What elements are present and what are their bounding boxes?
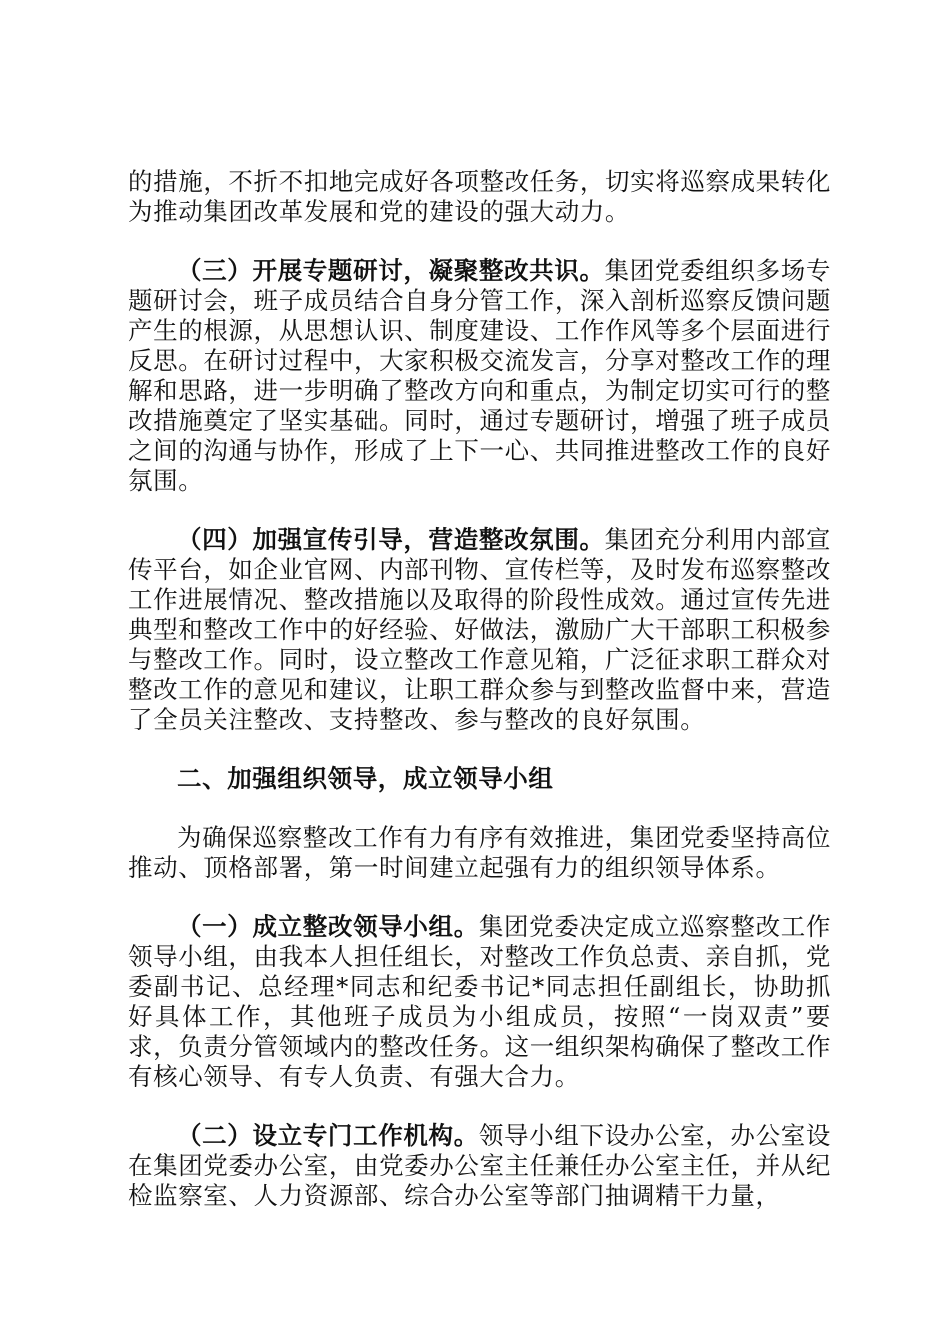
paragraph-lead: （三）开展专题研讨，凝聚整改共识。 bbox=[177, 256, 605, 285]
document-page bbox=[128, 167, 831, 1240]
paragraph-topic-discussion bbox=[128, 256, 831, 496]
paragraph-text: 集团充分利用内部宣传平台，如企业官网、内部刊物、宣传栏等，及时发布巡察整改工作进展情况、整改措施以及取得的阶段性成效。通过宣传先进典型和整改工作中的好经验、好做法，激励广大干部职工积极参与整改工作。同时，设立整改工作意见箱，广泛征求职工群众对整改工作的意见和建议，让职工群众参与到整改监督中来，营造了全员关注整改、支持整改、参与整改的良好氛围。 bbox=[128, 525, 832, 734]
paragraph-text: 的措施，不折不扣地完成好各项整改任务，切实将巡察成果转化为推动集团改革发展和党的建设的强大动力。 bbox=[128, 167, 831, 226]
paragraph-working-office bbox=[128, 1121, 831, 1211]
paragraph-text: 为确保巡察整改工作有力有序有效推进，集团党委坚持高位推动、顶格部署，第一时间建立起强有力的组织领导体系。 bbox=[128, 823, 831, 882]
paragraph-lead: （四）加强宣传引导，营造整改氛围。 bbox=[177, 525, 605, 554]
paragraph-continuation bbox=[128, 167, 831, 227]
paragraph-lead: （一）成立整改领导小组。 bbox=[177, 912, 479, 941]
paragraph-section-intro bbox=[128, 823, 831, 883]
paragraph-text: 集团党委组织多场专题研讨会，班子成员结合自身分管工作，深入剖析巡察反馈问题产生的根源，从思想认识、制度建设、工作作风等多个层面进行反思。在研讨过程中，大家积极交流发言，分享对整改工作的理解和思路，进一步明确了整改方向和重点，为制定切实可行的整改措施奠定了坚实基础。同时，通过专题研讨，增强了班子成员之间的沟通与协作，形成了上下一心、共同推进整改工作的良好氛围。 bbox=[128, 256, 832, 495]
paragraph-lead: （二）设立专门工作机构。 bbox=[177, 1121, 479, 1150]
paragraph-text: 集团党委决定成立巡察整改工作领导小组，由我本人担任组长，对整改工作负总责、亲自抓，党委副书记、总经理*同志和纪委书记*同志担任副组长，协助抓好具体工作，其他班子成员为小组成员，按照“一岗双责”要求，负责分管领域内的整改任务。这一组织架构确保了整改工作有核心领导、有专人负责、有强大合力。 bbox=[128, 912, 831, 1091]
section-heading: 二、加强组织领导，成立领导小组 bbox=[177, 764, 554, 793]
paragraph-text: 领导小组下设办公室，办公室设在集团党委办公室，由党委办公室主任兼任办公室主任，并从纪检监察室、人力资源部、综合办公室等部门抽调精干力量， bbox=[128, 1121, 831, 1210]
paragraph-leading-group bbox=[128, 912, 831, 1092]
paragraph-publicity bbox=[128, 525, 831, 735]
